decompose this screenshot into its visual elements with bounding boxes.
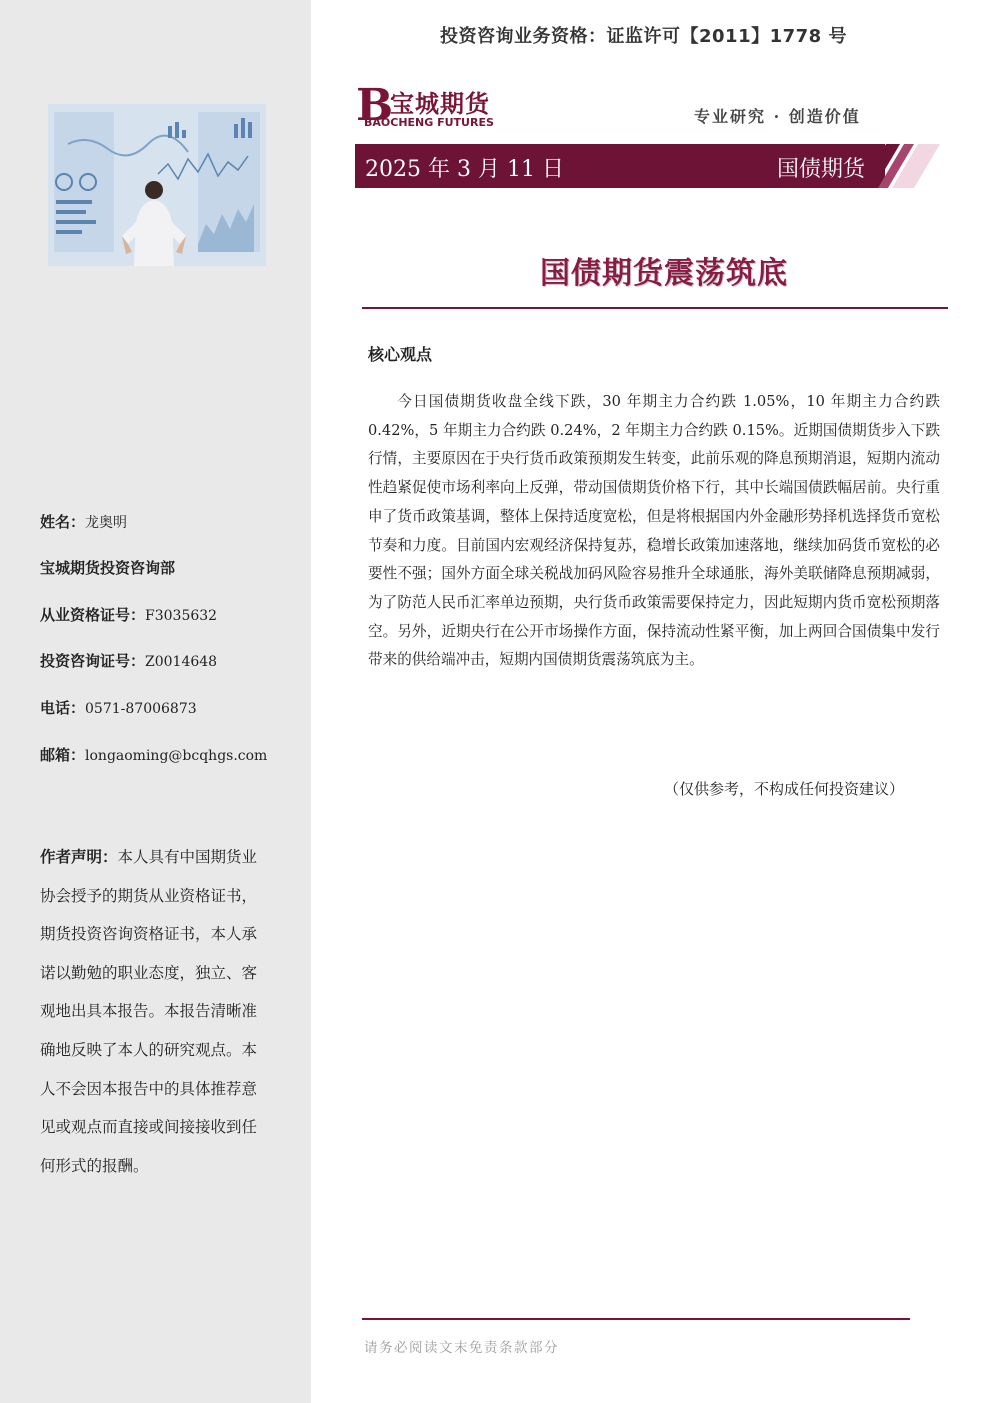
declaration-text: 本人具有中国期货业协会授予的期货从业资格证书，期货投资咨询资格证书，本人承诺以勤勉的职业态度，独立、客观地出具本报告。本报告清晰准确地反映了本人的研究观点。本人不会因本报告中的具体推荐意见或观点而直接或间接接收到任何形式的报酬。 <box>40 848 258 1175</box>
email-value[interactable]: longaoming@bcqhgs.com <box>85 748 268 764</box>
footer-note: 请务必阅读文末免责条款部分 <box>364 1340 559 1356</box>
banner-stripes-decoration <box>860 144 950 188</box>
report-date: 2025 年 3 月 11 日 <box>365 157 564 182</box>
cover-image-businessman-charts <box>48 104 266 266</box>
footer-divider <box>362 1318 910 1320</box>
section-heading: 核心观点 <box>368 345 433 364</box>
declaration-label: 作者声明： <box>40 848 118 866</box>
date-banner <box>355 144 885 188</box>
logo-cn-text: 宝城期货 <box>390 89 490 118</box>
email <box>40 745 267 766</box>
logo-b-mark: B <box>356 80 394 131</box>
author-name <box>40 512 127 533</box>
company-logo <box>356 80 526 132</box>
title-divider <box>362 307 948 309</box>
phone-label: 电话： <box>40 699 86 717</box>
consult-number <box>40 651 217 672</box>
consult-value: Z0014648 <box>145 654 218 670</box>
body-paragraph: 今日国债期货收盘全线下跌，30 年期主力合约跌 1.05%，10 年期主力合约跌 0.42%，5 年期主力合约跌 0.24%，2 年期主力合约跌 0.15%。近期国债期货步入下跌行情，主要原因在于央行货币政策预期发生转变，此前乐观的降息预期消退，短期内流动性趋紧促使市场利率向上反弹，带动国债期货价格下行，其中长端国债跌幅居前。央行重申了货币政策基调，整体上保持适度宽松，但是将根据国内外金融形势择机选择货币宽松节奏和力度。目前国内宏观经济保持复苏，稳增长政策加速落地，继续加码货币宽松的必要性不强；国外方面全球关税战加码风险容易推升全球通胀，海外美联储降息预期减弱，为了防范人民币汇率单边预期，央行货币政策需要保持定力，因此短期内货币宽松预期落空。另外，近期央行在公开市场操作方面，保持流动性紧平衡，加上两回合国债集中发行带来的供给端冲击，短期内国债期货震荡筑底为主。 <box>368 393 940 669</box>
report-title: 国债期货震荡筑底 <box>540 256 788 291</box>
author-name-label: 姓名： <box>40 513 86 531</box>
phone <box>40 698 197 719</box>
phone-value: 0571-87006873 <box>85 701 197 717</box>
author-name-value: 龙奥明 <box>85 515 128 531</box>
qualification-value: F3035632 <box>145 608 218 624</box>
department: 宝城期货投资咨询部 <box>40 559 176 577</box>
report-category: 国债期货 <box>776 157 865 182</box>
email-label: 邮箱： <box>40 746 86 764</box>
slogan: 专业研究 · 创造价值 <box>694 107 861 126</box>
logo-en-text: BAOCHENG FUTURES <box>364 116 494 129</box>
qualification-number <box>40 605 217 626</box>
qualification-label: 从业资格证号： <box>40 606 146 624</box>
author-declaration <box>40 838 272 1185</box>
consult-label: 投资咨询证号： <box>40 652 146 670</box>
disclaimer: （仅供参考，不构成任何投资建议） <box>664 780 905 798</box>
license-info: 投资咨询业务资格：证监许可【2011】1778 号 <box>440 26 847 47</box>
sidebar <box>0 0 311 1403</box>
